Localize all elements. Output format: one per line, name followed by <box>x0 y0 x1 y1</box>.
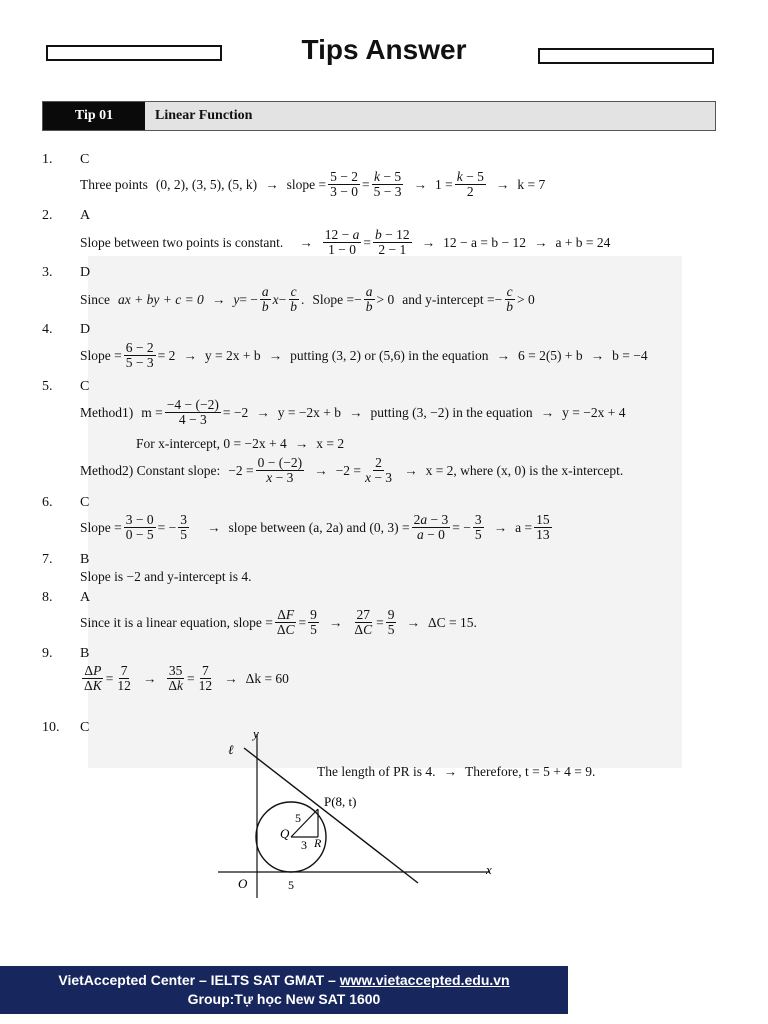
answer-letter: B <box>80 646 90 661</box>
question-number: 7. <box>42 552 53 567</box>
answer-letter: C <box>80 152 90 167</box>
footer-line-2: Group:Tự học New SAT 1600 <box>187 991 381 1007</box>
question-number: 6. <box>42 495 53 510</box>
tip-name: Linear Function <box>155 108 253 123</box>
question-number: 5. <box>42 379 53 394</box>
tip-header <box>42 101 716 131</box>
answer-letter: D <box>80 322 91 337</box>
answer-letter: A <box>80 590 91 605</box>
answer-letter: C <box>80 379 90 394</box>
line-label: ℓ <box>228 742 234 757</box>
page-title: Tips Answer <box>301 34 467 65</box>
title-decoration-right <box>538 48 714 64</box>
y-axis-label: y <box>253 726 259 741</box>
solution-line: Since it is a linear equation, slope = $\frac{\Delta F}{\Delta C}$ = $\frac{9}{5}$ → $\frac{27}{\Delta C}$ = $\frac{9}{5}$ → ΔC = 15. <box>80 607 477 638</box>
solution-line: Slope is −2 and y-intercept is 4. <box>80 569 252 584</box>
solution-line: Slope = $\frac{6 - 2}{5 - 3}$ = 2 → y = 2x + b → putting (3, 2) or (5,6) in the equation → 6 = 2(5) + b → b = −4 <box>80 340 648 371</box>
footer-banner <box>0 966 568 1014</box>
solution-line: The length of PR is 4. → Therefore, t = 5 + 4 = 9. <box>317 764 596 779</box>
solution-line: Method2) Constant slope: −2 = $\frac{0 - (-2)}{x - 3}$ → −2 = $\frac{2}{x - 3}$ → x = 2, where (x, 0) is the x-intercept. <box>80 455 624 486</box>
question-number: 2. <box>42 208 53 223</box>
solution-line: Slope between two points is constant. → $\frac{12 - a}{1 - 0}$ = $\frac{b - 12}{2 - 1}$ → 12 − a = b − 12 → a + b = 24 <box>80 227 611 258</box>
solution-line: $\frac{\Delta P}{\Delta K}$ = $\frac{7}{12}$ → $\frac{35}{\Delta k}$ = $\frac{7}{12}$ → Δk = 60 <box>84 663 289 694</box>
point-p-label: P(8, t) <box>324 794 357 809</box>
question-number: 8. <box>42 590 53 605</box>
footer-line-1: VietAccepted Center – IELTS SAT GMAT – www.vietaccepted.edu.vn <box>58 972 510 989</box>
solution-line: Three points (0, 2), (3, 5), (5, k) → slope = $\frac{5 - 2}{3 - 0}$ = $\frac{k - 5}{5 - 3}$ → 1 = $\frac{k - 5}{2}$ → k = 7 <box>80 169 546 200</box>
tip-label: Tip 01 <box>43 102 145 130</box>
radius-label: 5 <box>295 811 301 825</box>
point-r-label: R <box>314 836 322 850</box>
solution-line: Since ax + by + c = 0 → y = − $\frac{a}{b}$ x − $\frac{c}{b}$ . Slope = − $\frac{a}{b}$ > 0 and y-intercept = − $\frac{c}{b}$ > 0 <box>80 284 535 315</box>
website-link[interactable]: www.vietaccepted.edu.vn <box>339 972 510 989</box>
x-distance-label: 5 <box>288 878 294 892</box>
point-q-label: Q <box>280 826 290 841</box>
question-number: 1. <box>42 152 53 167</box>
origin-label: O <box>238 876 248 891</box>
x-axis-label: x <box>486 862 492 877</box>
question-number: 3. <box>42 265 53 280</box>
answer-letter: C <box>80 720 90 735</box>
answer-letter: D <box>80 265 91 280</box>
question-number: 9. <box>42 646 53 661</box>
solution-line: Method1) m = $\frac{-4 - (-2)}{4 - 3}$ = −2 → y = −2x + b → putting (3, −2) in the equation → y = −2x + 4 <box>80 397 626 428</box>
leg-label: 3 <box>301 838 307 852</box>
question-number: 4. <box>42 322 53 337</box>
question-number: 10. <box>42 720 60 735</box>
answer-letter: B <box>80 552 90 567</box>
answer-letter: C <box>80 495 90 510</box>
geometry-diagram <box>200 726 510 906</box>
answer-letter: A <box>80 208 91 223</box>
solution-line: For x-intercept, 0 = −2x + 4 → x = 2 <box>136 436 345 451</box>
solution-line: Slope = $\frac{3 - 0}{0 - 5}$ = − $\frac{3}{5}$ → slope between (a, 2a) and (0, 3) = $\frac{2a - 3}{a - 0}$ = − $\frac{3}{5}$ → a = $\frac{15}{13}$ <box>80 512 550 543</box>
